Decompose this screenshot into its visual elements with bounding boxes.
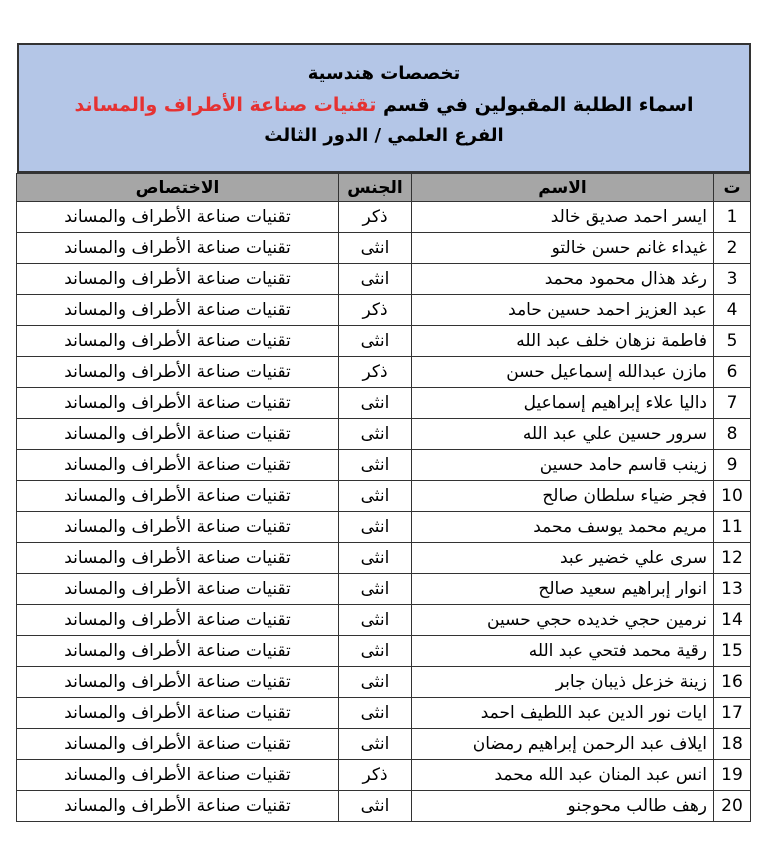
cell-num: 16 (714, 667, 751, 698)
table-row (17, 667, 751, 698)
table-row (17, 419, 751, 450)
cell-gender: انثى (339, 512, 412, 543)
cell-num: 13 (714, 574, 751, 605)
cell-gender: انثى (339, 481, 412, 512)
cell-major: تقنيات صناعة الأطراف والمساند (17, 357, 339, 388)
cell-major: تقنيات صناعة الأطراف والمساند (17, 543, 339, 574)
column-header-major: الاختصاص (17, 174, 339, 202)
table-row (17, 729, 751, 760)
sheet-header (17, 43, 751, 173)
cell-name: مريم محمد يوسف محمد (412, 512, 714, 543)
table-row (17, 760, 751, 791)
cell-gender: انثى (339, 450, 412, 481)
table-row (17, 450, 751, 481)
cell-major: تقنيات صناعة الأطراف والمساند (17, 729, 339, 760)
table-row (17, 202, 751, 233)
cell-num: 11 (714, 512, 751, 543)
cell-gender: انثى (339, 667, 412, 698)
cell-major: تقنيات صناعة الأطراف والمساند (17, 574, 339, 605)
table-body (17, 202, 751, 822)
cell-major: تقنيات صناعة الأطراف والمساند (17, 388, 339, 419)
cell-name: رقية محمد فتحي عبد الله (412, 636, 714, 667)
table-row (17, 264, 751, 295)
table-row (17, 388, 751, 419)
cell-name: انس عبد المنان عبد الله محمد (412, 760, 714, 791)
cell-num: 12 (714, 543, 751, 574)
cell-num: 20 (714, 791, 751, 822)
cell-name: رهف طالب محوجنو (412, 791, 714, 822)
cell-name: عبد العزيز احمد حسين حامد (412, 295, 714, 326)
header-department: تقنيات صناعة الأطراف والمساند (74, 94, 377, 116)
cell-name: غيداء غانم حسن خالتو (412, 233, 714, 264)
cell-name: ايات نور الدين عبد اللطيف احمد (412, 698, 714, 729)
table-row (17, 481, 751, 512)
cell-name: مازن عبدالله إسماعيل حسن (412, 357, 714, 388)
cell-name: نرمين حجي خديده حجي حسين (412, 605, 714, 636)
cell-name: سرى علي خضير عبد (412, 543, 714, 574)
cell-num: 10 (714, 481, 751, 512)
students-table (16, 173, 751, 822)
cell-major: تقنيات صناعة الأطراف والمساند (17, 605, 339, 636)
cell-major: تقنيات صناعة الأطراف والمساند (17, 326, 339, 357)
cell-name: رغد هذال محمود محمد (412, 264, 714, 295)
cell-major: تقنيات صناعة الأطراف والمساند (17, 667, 339, 698)
cell-num: 9 (714, 450, 751, 481)
column-header-num: ت (714, 174, 751, 202)
cell-major: تقنيات صناعة الأطراف والمساند (17, 636, 339, 667)
table-row (17, 791, 751, 822)
cell-name: سرور حسين علي عبد الله (412, 419, 714, 450)
table-row (17, 357, 751, 388)
cell-name: فجر ضياء سلطان صالح (412, 481, 714, 512)
header-subtitle (19, 89, 749, 121)
cell-major: تقنيات صناعة الأطراف والمساند (17, 791, 339, 822)
cell-gender: انثى (339, 233, 412, 264)
cell-num: 1 (714, 202, 751, 233)
cell-num: 19 (714, 760, 751, 791)
table-row (17, 543, 751, 574)
cell-num: 15 (714, 636, 751, 667)
cell-gender: انثى (339, 264, 412, 295)
cell-num: 3 (714, 264, 751, 295)
cell-gender: انثى (339, 326, 412, 357)
cell-gender: ذكر (339, 760, 412, 791)
cell-gender: انثى (339, 574, 412, 605)
cell-gender: انثى (339, 698, 412, 729)
cell-gender: ذكر (339, 202, 412, 233)
cell-num: 4 (714, 295, 751, 326)
table-row (17, 574, 751, 605)
header-title: تخصصات هندسية (307, 63, 461, 84)
cell-major: تقنيات صناعة الأطراف والمساند (17, 264, 339, 295)
student-list-sheet (17, 43, 751, 822)
table-row (17, 636, 751, 667)
cell-gender: انثى (339, 636, 412, 667)
cell-name: زينب قاسم حامد حسين (412, 450, 714, 481)
table-row (17, 233, 751, 264)
table-header-row (17, 174, 751, 202)
header-branch: الفرع العلمي / الدور الثالث (264, 125, 504, 146)
cell-major: تقنيات صناعة الأطراف والمساند (17, 295, 339, 326)
table-row (17, 605, 751, 636)
column-header-name: الاسم (412, 174, 714, 202)
cell-num: 7 (714, 388, 751, 419)
table-row (17, 326, 751, 357)
cell-name: زينة خزعل ذيبان جابر (412, 667, 714, 698)
cell-gender: انثى (339, 543, 412, 574)
cell-gender: انثى (339, 419, 412, 450)
table-row (17, 295, 751, 326)
cell-major: تقنيات صناعة الأطراف والمساند (17, 512, 339, 543)
cell-name: انوار إبراهيم سعيد صالح (412, 574, 714, 605)
cell-major: تقنيات صناعة الأطراف والمساند (17, 202, 339, 233)
cell-gender: انثى (339, 729, 412, 760)
cell-num: 14 (714, 605, 751, 636)
cell-major: تقنيات صناعة الأطراف والمساند (17, 233, 339, 264)
header-subtitle-prefix: اسماء الطلبة المقبولين في قسم (383, 94, 694, 116)
cell-name: داليا علاء إبراهيم إسماعيل (412, 388, 714, 419)
cell-major: تقنيات صناعة الأطراف والمساند (17, 450, 339, 481)
cell-gender: انثى (339, 791, 412, 822)
cell-major: تقنيات صناعة الأطراف والمساند (17, 760, 339, 791)
cell-num: 5 (714, 326, 751, 357)
cell-gender: ذكر (339, 357, 412, 388)
cell-major: تقنيات صناعة الأطراف والمساند (17, 698, 339, 729)
column-header-gender: الجنس (339, 174, 412, 202)
cell-gender: ذكر (339, 295, 412, 326)
cell-major: تقنيات صناعة الأطراف والمساند (17, 419, 339, 450)
cell-num: 6 (714, 357, 751, 388)
cell-gender: انثى (339, 605, 412, 636)
cell-num: 2 (714, 233, 751, 264)
cell-name: ايلاف عبد الرحمن إبراهيم رمضان (412, 729, 714, 760)
cell-num: 8 (714, 419, 751, 450)
cell-gender: انثى (339, 388, 412, 419)
table-row (17, 698, 751, 729)
cell-name: فاطمة نزهان خلف عبد الله (412, 326, 714, 357)
cell-major: تقنيات صناعة الأطراف والمساند (17, 481, 339, 512)
cell-num: 18 (714, 729, 751, 760)
cell-name: ايسر احمد صديق خالد (412, 202, 714, 233)
table-row (17, 512, 751, 543)
cell-num: 17 (714, 698, 751, 729)
